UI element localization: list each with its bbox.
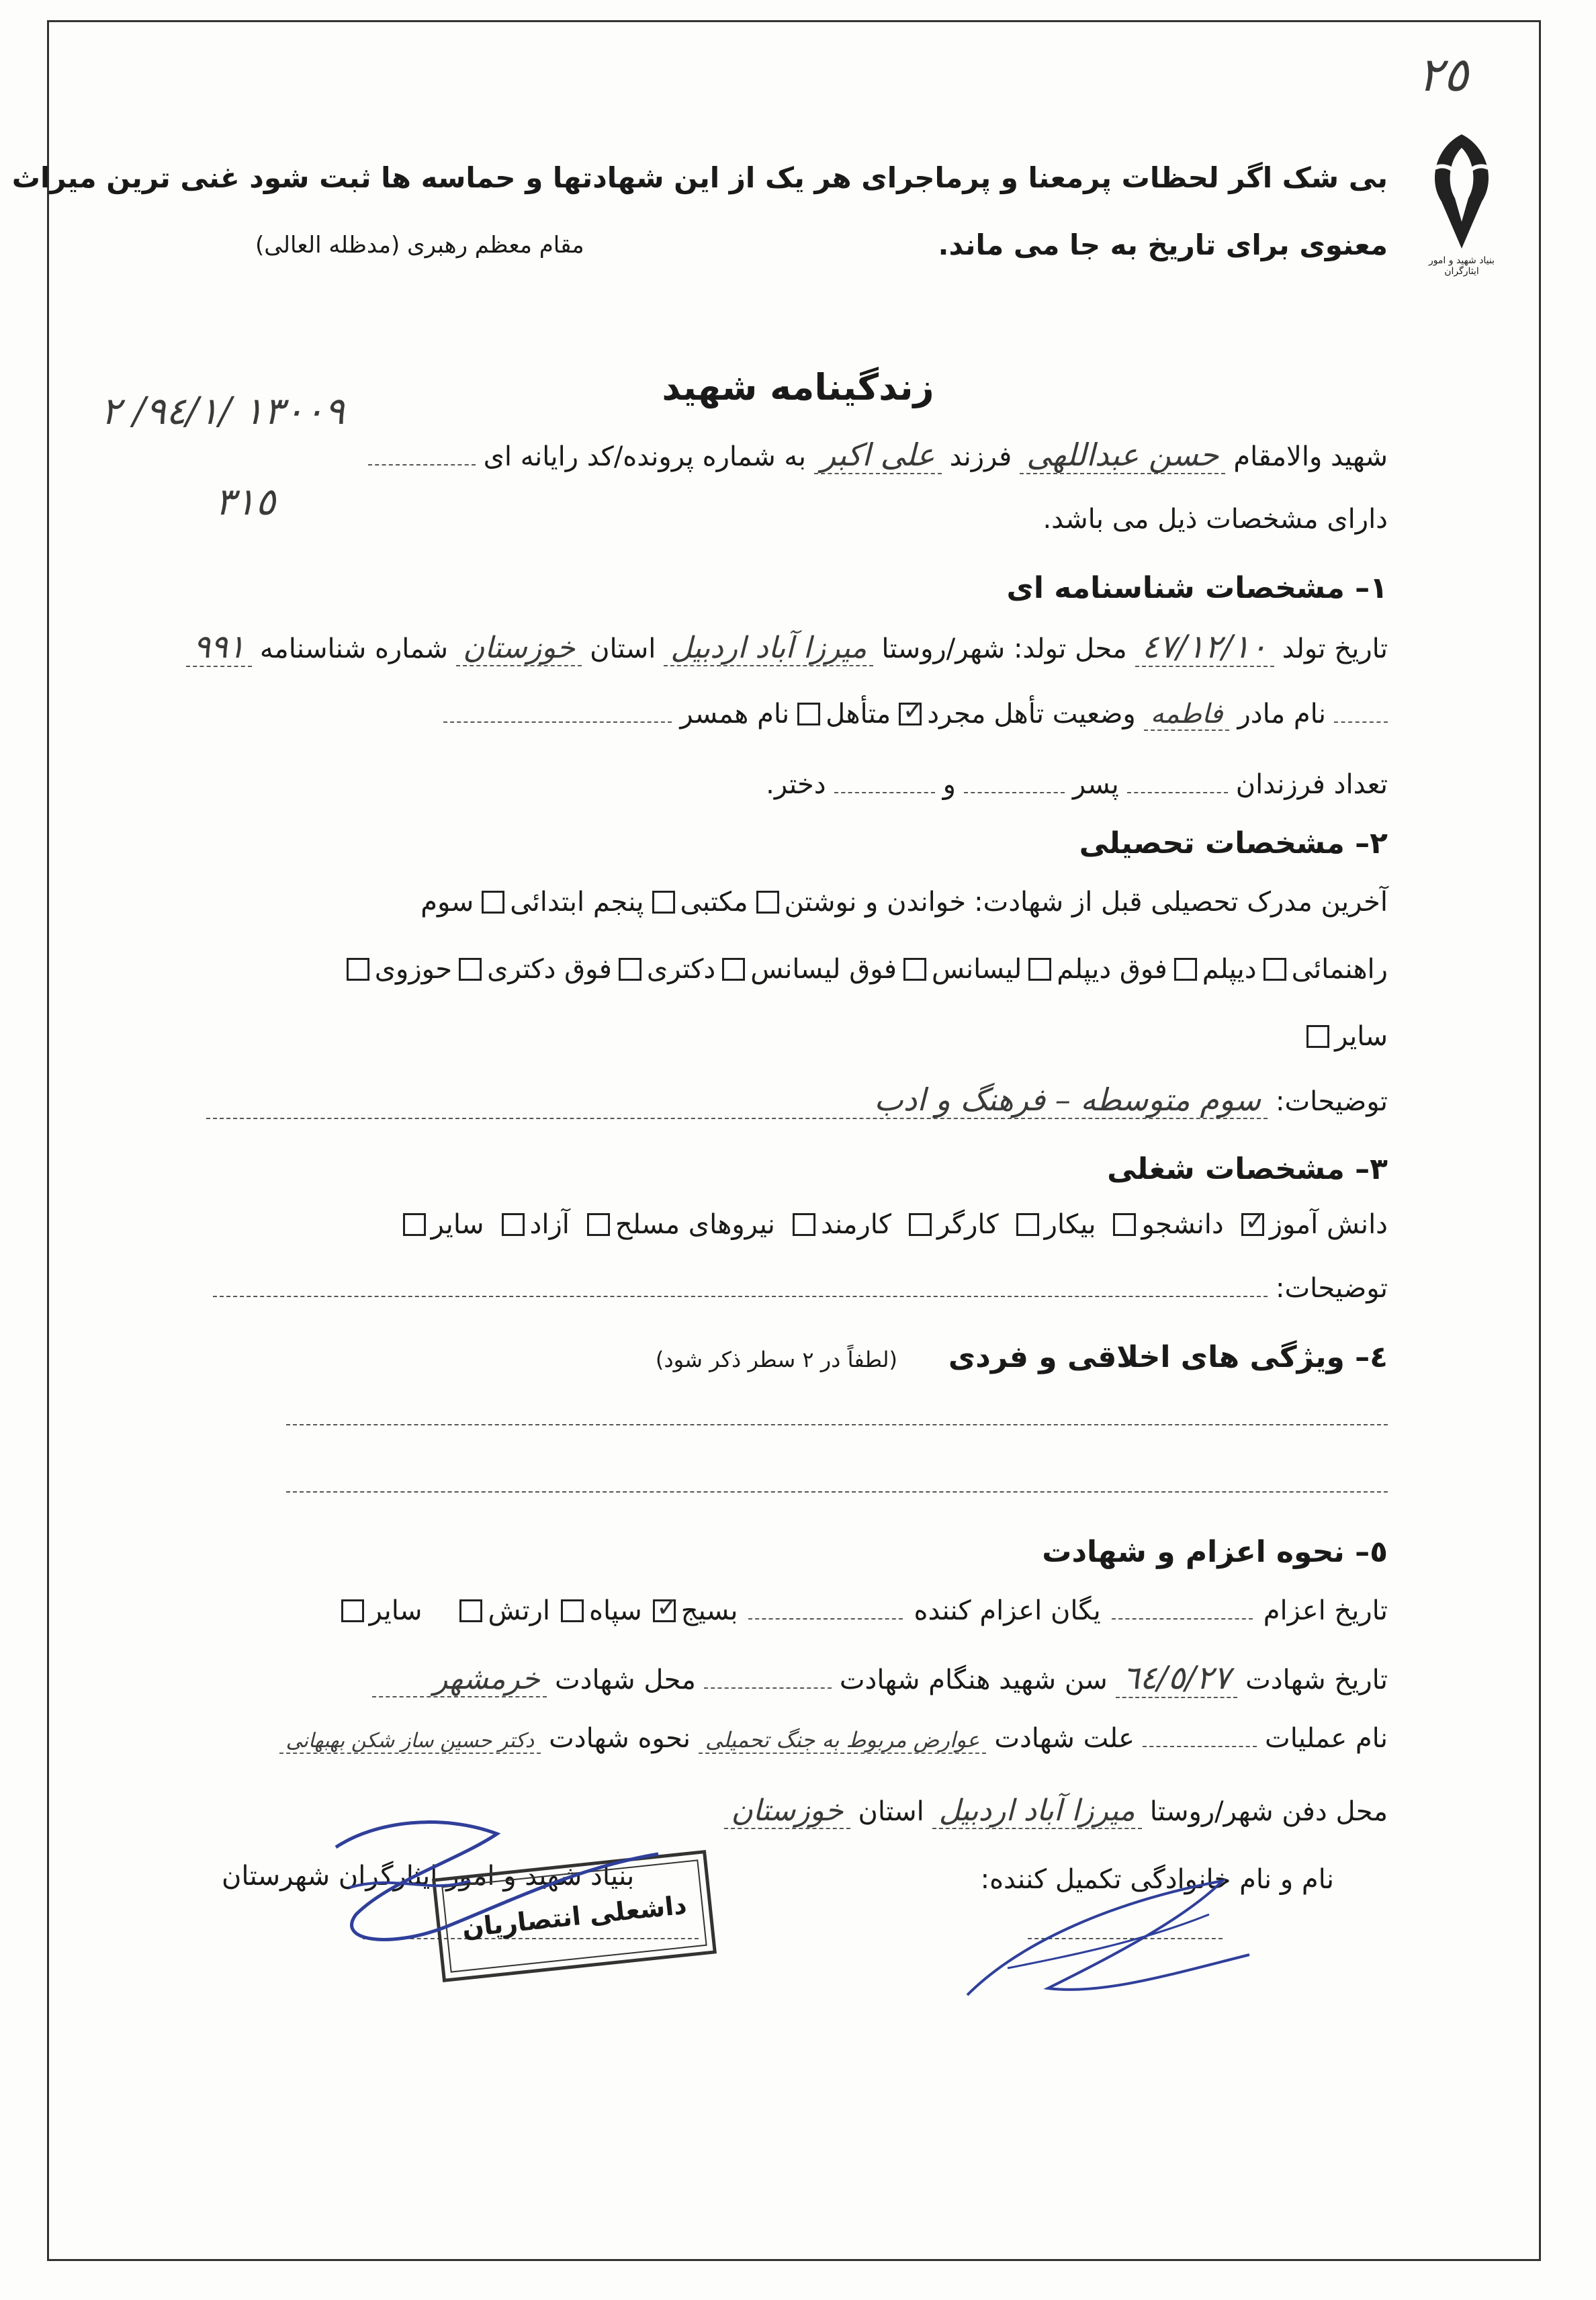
degree-checkbox-literacy[interactable] [756, 891, 779, 914]
birth-place: میرزا آباد اردبیل [664, 631, 873, 666]
cause-value: عوارض مربوط به جنگ تحمیلی [699, 1727, 986, 1754]
martyrdom-date: ٦٤/٥/٢٧ [1116, 1659, 1237, 1698]
degree-label-guidance: راهنمائی [1291, 954, 1388, 985]
job-checkbox-other[interactable] [403, 1213, 426, 1236]
section4-title: ٤– ویژگی های اخلاقی و فردی [948, 1340, 1388, 1374]
dispatch-date-blank [1112, 1613, 1253, 1620]
marital-label: وضعیت تأهل [993, 699, 1136, 729]
dispatch-unit-blank [748, 1613, 903, 1620]
job-options-row [403, 1209, 1388, 1240]
mother-lead-blank [1334, 716, 1388, 723]
job-notes-blank [213, 1290, 1268, 1297]
birth-date: ٤٧/١٢/١٠ [1135, 628, 1274, 667]
job-label-university-student: دانشجو [1141, 1209, 1224, 1240]
mother-label: نام مادر [1237, 699, 1326, 729]
handwritten-file-number: ٣١٥ [215, 480, 276, 524]
stamp-text: داشعلی انتصاریان [441, 1859, 707, 1972]
degree-checkbox-fifth-grade[interactable] [482, 891, 504, 914]
and-label: و [942, 769, 956, 800]
job-checkbox-employee[interactable] [793, 1213, 815, 1236]
martyrdom-row [372, 1659, 1388, 1698]
job-checkbox-armed-forces[interactable] [587, 1213, 610, 1236]
children-blank [1127, 787, 1228, 793]
job-label-worker: کارگر [937, 1209, 999, 1240]
degree-option-associate[interactable] [1028, 954, 1167, 985]
job-option-employee[interactable] [793, 1209, 891, 1240]
specs-line: دارای مشخصات ذیل می باشد. [1043, 504, 1388, 535]
degree-row-2 [347, 954, 1388, 985]
degree-checkbox-seminary[interactable] [347, 958, 369, 981]
page-border [47, 20, 1541, 2261]
job-notes-row [213, 1273, 1388, 1304]
dispatch-label-basij: بسیج [680, 1595, 738, 1626]
job-checkbox-worker[interactable] [909, 1213, 932, 1236]
burial-row [724, 1794, 1388, 1829]
degree-label-fifth-grade: پنجم ابتدائی [510, 887, 644, 918]
handwritten-reference: ١٣٠٠٩ /٩٤/١/ ٢ [101, 390, 345, 433]
father-name: علی اکبر [814, 437, 942, 474]
degree-option-maktabi[interactable] [652, 887, 748, 918]
dispatch-checkbox-other[interactable] [341, 1599, 364, 1622]
degree-label-seminary: حوزوی [374, 954, 453, 985]
degree-checkbox-postdoc[interactable] [459, 958, 482, 981]
degree-option-diploma[interactable] [1174, 954, 1257, 985]
dispatch-label-other: سایر [369, 1595, 423, 1626]
filler-label: نام و نام خانوادگی تکمیل کننده: [980, 1864, 1334, 1895]
degree-label-maktabi: مکتبی [680, 887, 748, 918]
job-notes-label: توضیحات: [1276, 1273, 1388, 1304]
job-checkbox-unemployed[interactable] [1016, 1213, 1039, 1236]
birth-row [186, 628, 1388, 667]
place-label: محل شهادت [555, 1665, 696, 1695]
manner-label: نحوه شهادت [549, 1723, 691, 1754]
degree-label-other: سایر [1335, 1021, 1388, 1052]
foundation-logo [1415, 121, 1509, 282]
degree-checkbox-other[interactable] [1306, 1025, 1329, 1048]
job-option-unemployed[interactable] [1016, 1209, 1096, 1240]
degree-option-bachelor[interactable] [903, 954, 1022, 985]
operation-label: نام عملیات [1265, 1723, 1388, 1754]
dispatch-option-other[interactable] [341, 1595, 423, 1626]
section1-title: ١– مشخصات شناسنامه ای [1006, 571, 1388, 605]
section4-hint: (لطفاً در ٢ سطر ذکر شود) [655, 1347, 897, 1372]
single-checkbox[interactable] [899, 703, 922, 725]
degree-checkbox-master[interactable] [722, 958, 745, 981]
dispatch-label-army: ارتش [488, 1595, 551, 1626]
degree-label-doctorate: دکتری [646, 954, 716, 985]
job-label-other: سایر [431, 1209, 484, 1240]
degree-label-master: فوق لیسانس [750, 954, 897, 985]
filler-signature-icon [940, 1861, 1263, 2022]
job-option-university-student[interactable] [1113, 1209, 1223, 1240]
province-label: استان [590, 633, 656, 664]
degree-checkbox-doctorate[interactable] [619, 958, 641, 981]
degree-checkbox-guidance[interactable] [1264, 958, 1286, 981]
burial-label: محل دفن شهر/روستا [1149, 1796, 1388, 1827]
martyr-label: شهید والامقام [1233, 441, 1388, 472]
martyr-name: حسن عبداللهی [1020, 437, 1225, 474]
dispatch-unit-label: یگان اعزام کننده [914, 1595, 1101, 1626]
child-of-label: فرزند [949, 441, 1012, 472]
martyrdom-date-label: تاریخ شهادت [1245, 1665, 1388, 1695]
dispatch-option-sepah[interactable] [561, 1595, 642, 1626]
id-number: ٩٩١ [186, 628, 251, 667]
job-checkbox-student[interactable] [1241, 1213, 1264, 1236]
degree-label-bachelor: لیسانس [932, 954, 1022, 985]
degree-checkbox-bachelor[interactable] [903, 958, 926, 981]
degree-label-associate: فوق دیپلم [1057, 954, 1167, 985]
job-checkbox-freelance[interactable] [502, 1213, 525, 1236]
age-blank [704, 1682, 832, 1689]
job-label-unemployed: بیکار [1044, 1209, 1096, 1240]
id-number-label: شماره شناسنامه [259, 633, 449, 664]
section5-title: ٥– نحوه اعزام و شهادت [1042, 1535, 1388, 1569]
tulip-emblem-icon [1415, 121, 1509, 255]
married-option[interactable] [797, 699, 891, 729]
job-label-student: دانش آموز [1269, 1209, 1388, 1240]
daughter-label: دختر. [766, 769, 826, 800]
corner-mark: ٢٥ [1417, 47, 1468, 102]
job-checkbox-university-student[interactable] [1113, 1213, 1136, 1236]
spouse-blank [443, 716, 672, 723]
job-label-freelance: آزاد [529, 1209, 570, 1240]
dispatch-option-army[interactable] [459, 1595, 550, 1626]
section3-title: ٣– مشخصات شغلی [1107, 1152, 1388, 1186]
place-value: خرمشهر [372, 1662, 547, 1697]
job-label-armed-forces: نیروهای مسلح [615, 1209, 775, 1240]
degree-option-guidance[interactable] [1264, 954, 1388, 985]
degree-row-1 [420, 887, 1388, 918]
children-label: تعداد فرزندان [1235, 769, 1388, 800]
age-label: سن شهید هنگام شهادت [839, 1665, 1108, 1695]
education-notes-row [206, 1081, 1388, 1119]
job-option-freelance[interactable] [502, 1209, 570, 1240]
intro-line [368, 437, 1388, 474]
official-signature-icon [296, 1807, 672, 1961]
degree-option-fifth-grade[interactable] [482, 887, 644, 918]
dispatch-checkbox-basij[interactable] [653, 1599, 676, 1622]
dispatch-row [341, 1595, 1388, 1626]
burial-place: میرزا آباد اردبیل [932, 1794, 1142, 1829]
son-blank [964, 787, 1065, 793]
birth-date-label: تاریخ تولد [1282, 633, 1388, 664]
mother-name: فاطمه [1144, 699, 1230, 731]
dispatch-date-label: تاریخ اعزام [1263, 1595, 1388, 1626]
degree-checkbox-maktabi[interactable] [652, 891, 675, 914]
dispatch-checkbox-sepah[interactable] [561, 1599, 584, 1622]
job-label-employee: کارمند [820, 1209, 891, 1240]
married-checkbox[interactable] [797, 703, 820, 725]
degree-option-postdoc[interactable] [459, 954, 612, 985]
file-number-label: به شماره پرونده/کد رایانه ای [483, 441, 807, 472]
manner-value: دکتر حسین ساز شکن بهبهانی [279, 1729, 541, 1754]
file-number-blank [368, 459, 476, 466]
degree-option-seminary[interactable] [347, 954, 452, 985]
children-row [766, 769, 1388, 800]
dispatch-checkbox-army[interactable] [459, 1599, 482, 1622]
traits-line-1 [286, 1424, 1388, 1425]
daughter-blank [834, 787, 935, 793]
section2-title: ٢– مشخصات تحصیلی [1079, 826, 1388, 860]
operation-blank [1143, 1740, 1257, 1747]
last-degree-label: آخرین مدرک تحصیلی قبل از شهادت: [974, 887, 1388, 918]
job-option-armed-forces[interactable] [587, 1209, 775, 1240]
single-option[interactable] [899, 699, 985, 729]
cause-label: علت شهادت [994, 1723, 1135, 1754]
degree-checkbox-associate[interactable] [1028, 958, 1051, 981]
education-notes-label: توضیحات: [1276, 1086, 1388, 1117]
degree-label-diploma: دیپلم [1202, 954, 1257, 985]
mother-row [443, 699, 1388, 731]
degree-checkbox-diploma[interactable] [1174, 958, 1197, 981]
birth-place-label: محل تولد: شهر/روستا [881, 633, 1127, 664]
degree-label-literacy: خواندن و نوشتن [784, 887, 967, 918]
degree-label-postdoc: فوق دکتری [487, 954, 612, 985]
son-label: پسر [1072, 769, 1119, 800]
operation-row [279, 1723, 1388, 1754]
degree-option-doctorate[interactable] [619, 954, 715, 985]
burial-province: خوزستان [724, 1794, 850, 1829]
province: خوزستان [456, 631, 582, 666]
traits-line-2 [286, 1491, 1388, 1493]
job-option-student[interactable] [1241, 1209, 1388, 1240]
education-notes-value: سوم متوسطه – فرهنگ و ادب [206, 1081, 1268, 1119]
degree-row-3 [1306, 1021, 1388, 1052]
degree-option-master[interactable] [722, 954, 897, 985]
job-option-worker[interactable] [909, 1209, 999, 1240]
office-label: بنیاد شهید و امور ایثارگران شهرستان [222, 1861, 635, 1892]
quote-attribution: مقام معظم رهبری (مدظله العالی) [255, 232, 584, 259]
degree-option-literacy[interactable] [756, 887, 967, 918]
married-label: متأهل [826, 699, 891, 729]
dispatch-label-sepah: سپاه [589, 1595, 642, 1626]
page-title: زندگینامه شهید [662, 366, 934, 408]
dispatch-option-basij[interactable] [653, 1595, 738, 1626]
degree-label-third: سوم [420, 887, 474, 918]
job-option-other[interactable] [403, 1209, 484, 1240]
quote-line-2: معنوی برای تاریخ به جا می ماند. [938, 228, 1388, 261]
spouse-label: نام همسر [680, 699, 790, 729]
logo-caption: بنیاد شهید و امور ایثارگران [1428, 255, 1495, 277]
single-label: مجرد [927, 699, 986, 729]
quote-line-1: بی شک اگر لحظات پرمعنا و پرماجرای هر یک از این شهادتها و حماسه ها ثبت شود غنی ترین میراث [11, 161, 1388, 194]
degree-option-other[interactable] [1306, 1021, 1388, 1052]
burial-province-label: استان [858, 1796, 924, 1827]
